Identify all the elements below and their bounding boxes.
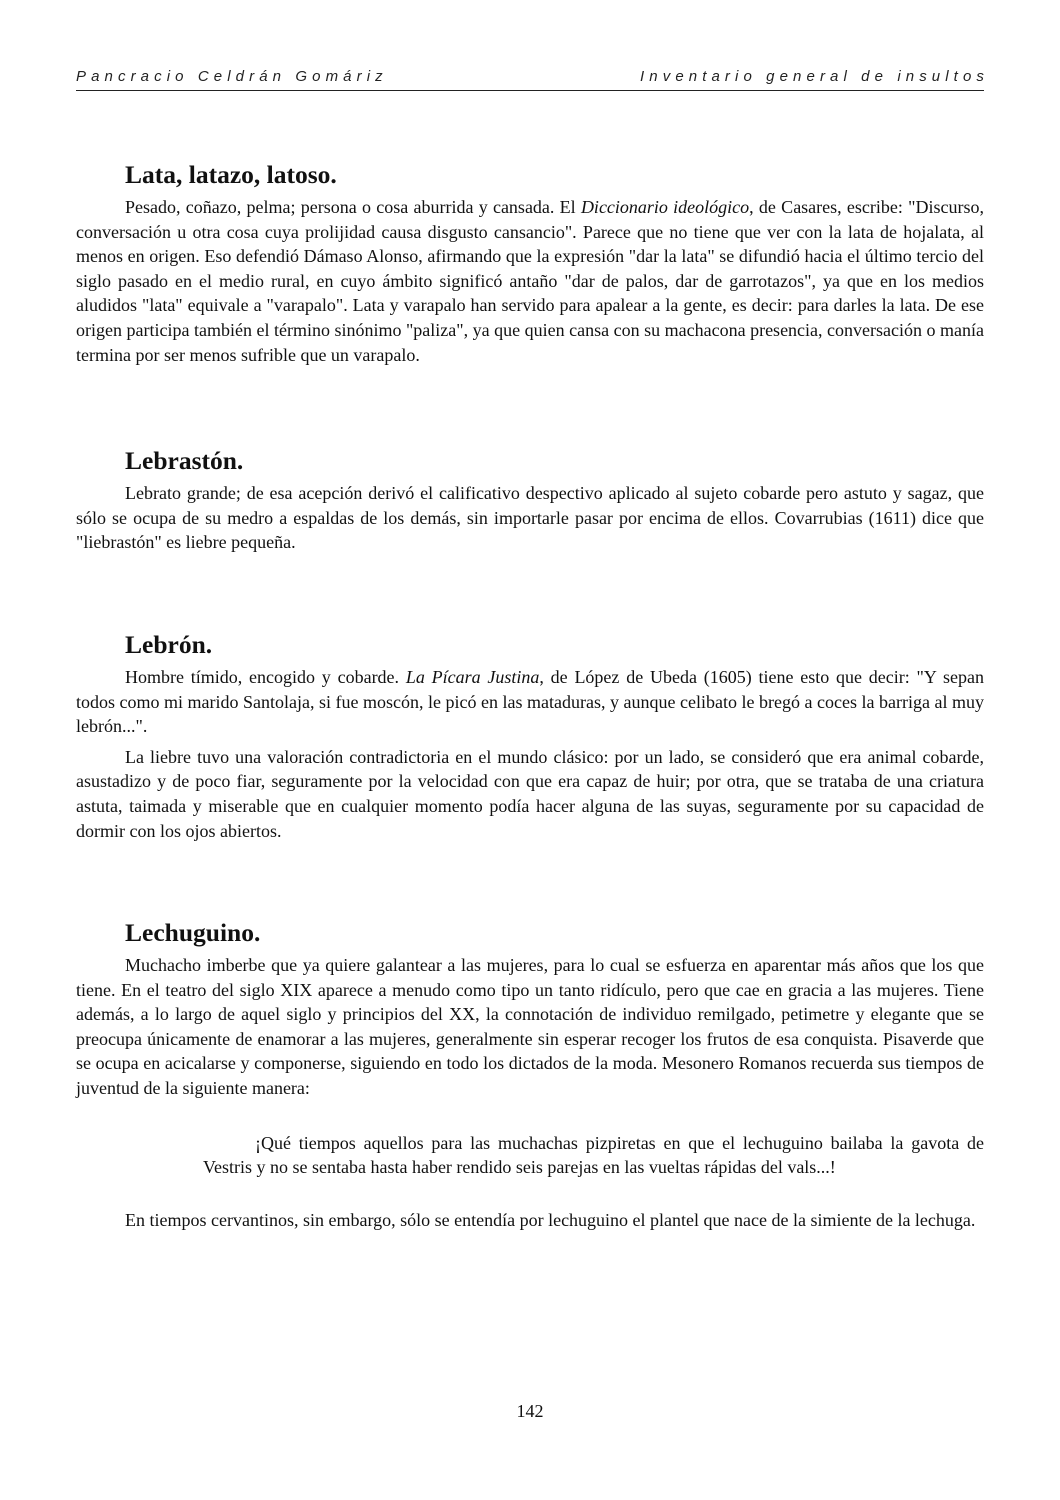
page-number: 142 bbox=[516, 1401, 544, 1421]
block-quote: ¡Qué tiempos aquellos para las muchachas pizpiretas en que el lechuguino bailaba la gavota de Vestris y no se sentaba hasta haber rendido seis parejas en las vueltas rápidas del vals...! bbox=[203, 1132, 984, 1178]
entry-title: Lata, latazo, latoso. bbox=[125, 160, 337, 189]
page-content bbox=[76, 158, 984, 1232]
entry-paragraph: Lebrato grande; de esa acepción derivó el calificativo despectivo aplicado al sujeto cobarde pero astuto y sagaz, que sólo se ocupa de su medro a espaldas de los demás, sin importarle pasar por encima de ellos. Covarrubias (1611) dice que "liebrastón" es liebre pequeña. bbox=[76, 483, 984, 553]
entry-paragraph: En tiempos cervantinos, sin embargo, sólo se entendía por lechuguino el plantel que nace de la simiente de la lechuga. bbox=[125, 1209, 976, 1230]
entry-lata bbox=[76, 158, 984, 367]
entry-lebraston bbox=[76, 444, 984, 555]
header-author: Pancracio Celdrán Gomáriz bbox=[76, 68, 388, 85]
entry-paragraph: La liebre tuvo una valoración contradictoria en el mundo clásico: por un lado, se consideró que era animal cobarde, asustadizo y de poco fiar, seguramente por la velocidad con que era capaz de huir; por otra, que se trataba de una criatura astuta, taimada y miserable que en cualquier momento podía hacer alguna de las suyas, seguramente por su capacidad de dormir con los ojos abiertos. bbox=[76, 746, 984, 841]
entry-title: Lebrón. bbox=[125, 629, 213, 659]
header-book-title: Inventario general de insultos bbox=[640, 68, 989, 85]
entry-paragraph: Muchacho imberbe que ya quiere galantear a las mujeres, para lo cual se esfuerza en aparentar más años que los que tiene. En el teatro del siglo XIX aparece a menudo como tipo un tanto ridículo, pero que cae en gracia a las mujeres. Tiene además, a lo largo de aquel siglo y principios del XX, la connotación de individuo remilgado, petimetre y elegante que se preocupa únicamente de enamorar a las mujeres, generalmente sin esperar recoger los frutos de esa conquista. Pisaverde que se ocupa en acicalarse y componerse, siguiendo en todo los dictados de la moda. Mesonero Romanos recuerda sus tiempos de juventud de la siguiente manera: bbox=[76, 955, 984, 1099]
italic-book-title: Diccionario ideológico bbox=[580, 197, 750, 217]
running-header bbox=[76, 68, 989, 91]
entry-lebron bbox=[76, 628, 984, 843]
entry-paragraph: Pesado, coñazo, pelma; persona o cosa aburrida y cansada. El Diccionario ideológico, de Casares, escribe: "Discurso, conversación u otra cosa cuya prolijidad causa disgusto cansancio". Parece que no tiene que ver con la lata de hojalata, al menos en origen. Eso defendió Dámaso Alonso, afirmando que la expresión "dar la lata" se difundió hacia el último tercio del siglo pasado en el medio rural, en cuyo ámbito significó antaño "dar de palos, dar de garrotazos", ya que en los medios aludidos "lata" equivale a "varapalo". Lata y varapalo han servido para apalear a la gente, es decir: para darles la lata. De ese origen participa también el término sinónimo "paliza", ya que quien cansa con su machacona presencia, conversación o manía termina por ser menos sufrible que un varapalo. bbox=[76, 197, 984, 365]
entry-lechuguino bbox=[76, 916, 984, 1232]
entry-title: Lebrastón. bbox=[125, 446, 244, 476]
entry-title: Lechuguino. bbox=[125, 918, 261, 948]
italic-book-title: La Pícara Justina bbox=[405, 666, 540, 687]
entry-paragraph: Hombre tímido, encogido y cobarde. La Pícara Justina, de López de Ubeda (1605) tiene esto que decir: "Y sepan todos como mi marido Santolaja, si fue moscón, le picó en las mataduras, y aunque celibato le bregó a coces la barriga al muy lebrón...". bbox=[76, 666, 984, 737]
